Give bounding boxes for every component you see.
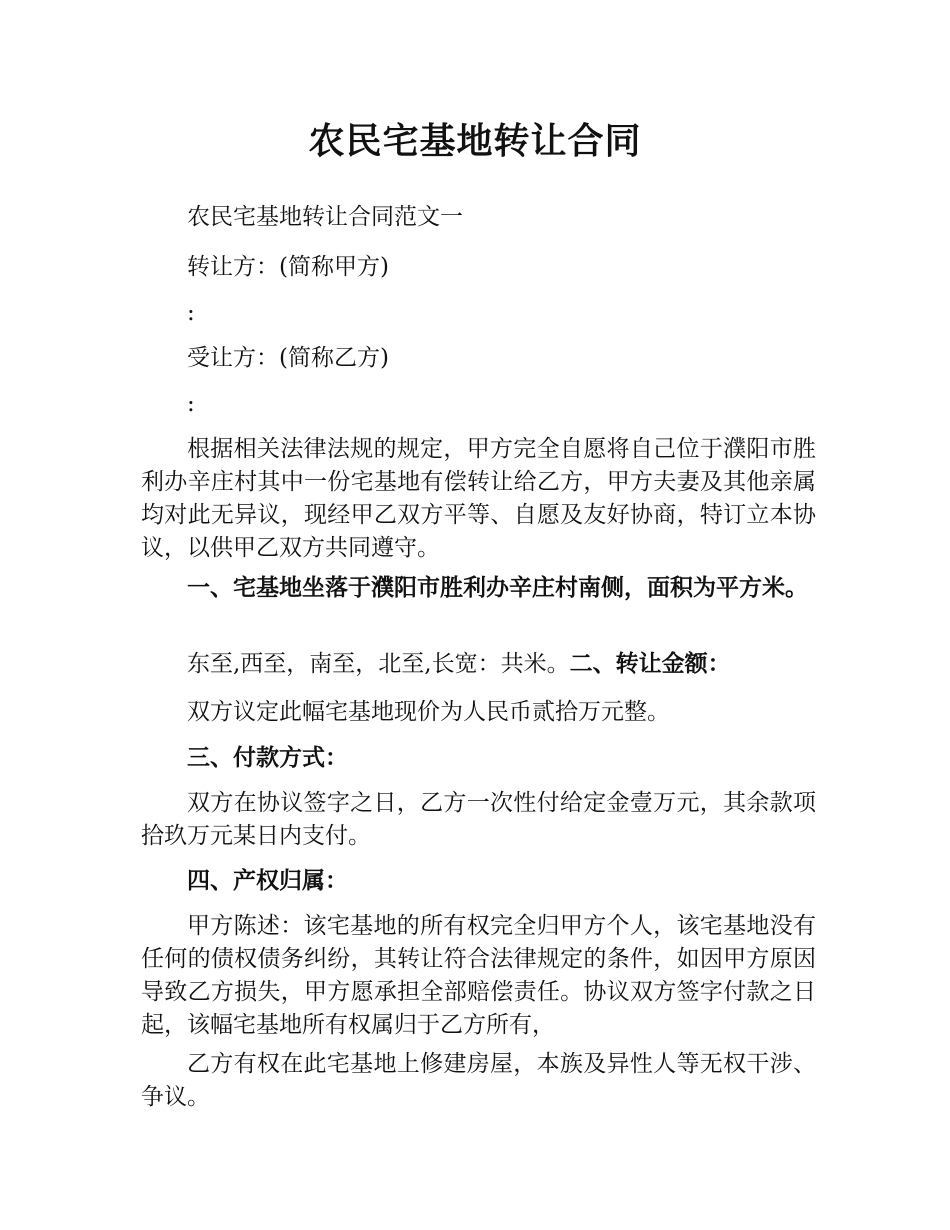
document-title: 农民宅基地转让合同 bbox=[308, 121, 642, 162]
section2-heading: 二、转让金额： bbox=[569, 651, 731, 677]
section4-heading: 四、产权归属： bbox=[187, 868, 348, 894]
transferor-label: 转让方：(简称甲方) bbox=[187, 254, 389, 280]
section2-text: 双方议定此幅宅基地现价为人民币贰拾万元整。 bbox=[187, 699, 670, 725]
transferee-colon: : bbox=[187, 391, 195, 417]
section1-boundaries-line bbox=[141, 648, 816, 681]
section4-text: 甲方陈述：该宅基地的所有权完全归甲方个人，该宅基地没有任何的债权债务纠纷，其转让符合法律规定的条件，如因甲方原因导致乙方损失，甲方愿承担全部赔偿责任。协议双方签字付款之日起，该幅宅基地所有权属归于乙方所有， bbox=[141, 913, 816, 1038]
section3-text: 双方在协议签字之日，乙方一次性付给定金壹万元，其余款项拾玖万元某日内支付。 bbox=[141, 790, 816, 849]
subtitle: 农民宅基地转让合同范文一 bbox=[187, 204, 463, 230]
intro-paragraph: 根据相关法律法规的规定，甲方完全自愿将自己位于濮阳市胜利办辛庄村其中一份宅基地有偿转让给乙方，甲方夫妻及其他亲属均对此无异议，现经甲乙双方平等、自愿及友好协商，特订立本协议，以供甲乙双方共同遵守。 bbox=[141, 436, 816, 561]
section4-text2: 乙方有权在此宅基地上修建房屋，本族及异性人等无权干涉、争议。 bbox=[141, 1051, 816, 1110]
section3-heading: 三、付款方式： bbox=[187, 745, 348, 771]
transferor-colon: : bbox=[187, 300, 195, 326]
transferee-label: 受让方：(简称乙方) bbox=[187, 345, 389, 371]
section1-heading: 一、宅基地坐落于濮阳市胜利办辛庄村南侧，面积为平方米。 bbox=[187, 575, 808, 601]
section1-boundaries: 东至,西至，南至，北至,长宽：共米。 bbox=[187, 651, 570, 677]
